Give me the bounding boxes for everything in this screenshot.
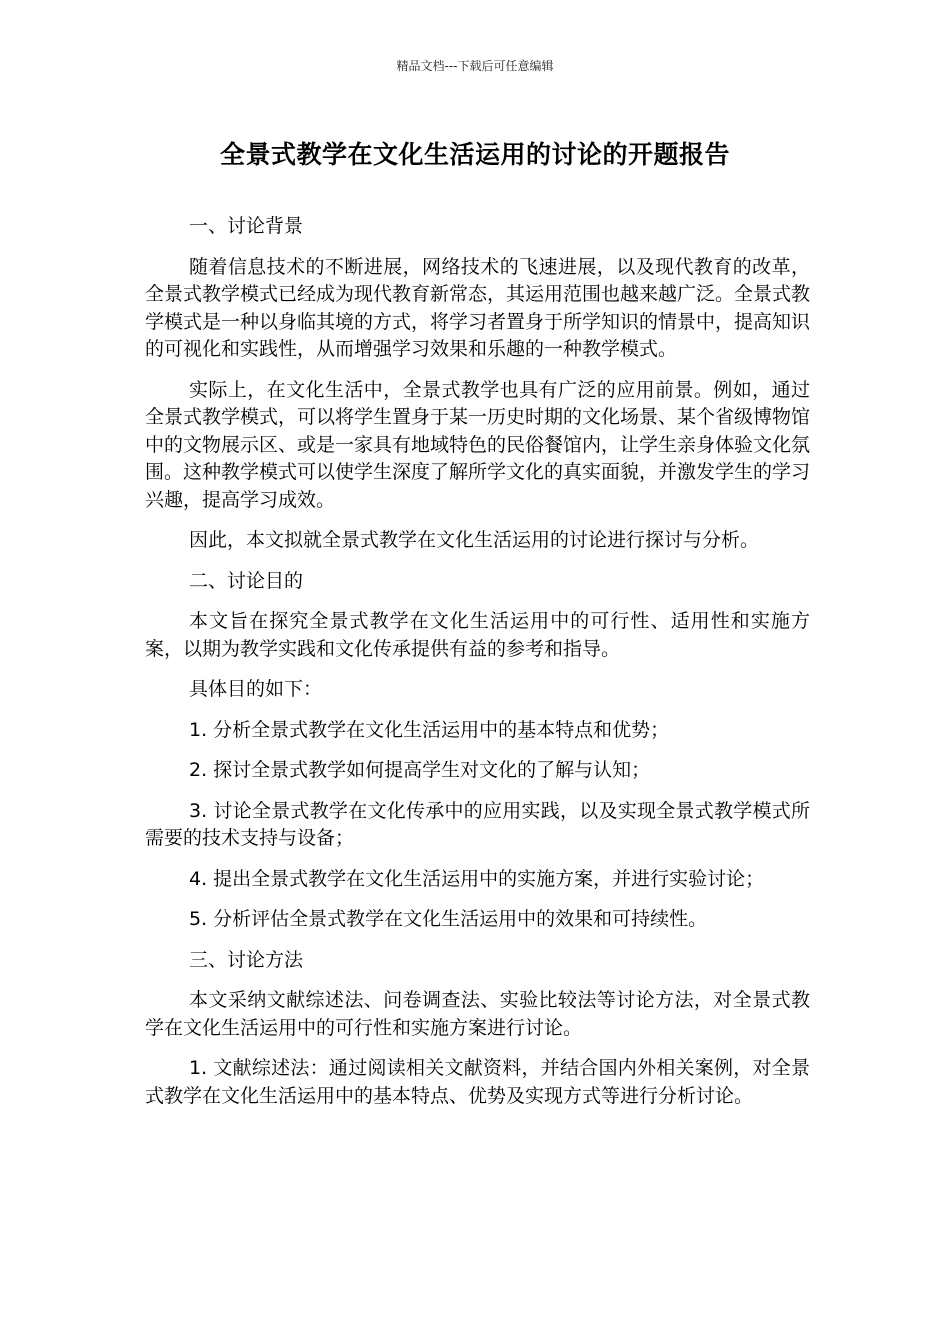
paragraph: 因此，本文拟就全景式教学在文化生活运用的讨论进行探讨与分析。 — [189, 529, 760, 551]
header-note: 精品文档---下载后可任意编辑 — [396, 59, 554, 73]
paragraph: 随着信息技术的不断进展，网络技术的飞速进展，以及现代教育的改革，全景式教学模式已经成为现代教育新常态，其运用范围也越来越广泛。全景式教学模式是一种以身临其境的方式，将学习者置身于所学知识的情景中，提高知识的可视化和实践性，从而增强学习效果和乐趣的一种教学模式。 — [145, 255, 811, 360]
paragraph: 具体目的如下： — [189, 678, 323, 700]
section-heading-method: 三、讨论方法 — [189, 948, 304, 971]
list-item: 1. 分析全景式教学在文化生活运用中的基本特点和优势； — [189, 718, 670, 741]
list-item: 3. 讨论全景式教学在文化传承中的应用实践，以及实现全景式教学模式所需要的技术支持与设备； — [145, 799, 810, 849]
document-title: 全景式教学在文化生活运用的讨论的开题报告 — [219, 140, 730, 169]
list-item: 2. 探讨全景式教学如何提高学生对文化的了解与认知； — [189, 759, 651, 781]
list-item: 4. 提出全景式教学在文化生活运用中的实施方案，并进行实验讨论； — [189, 867, 765, 890]
paragraph: 实际上，在文化生活中，全景式教学也具有广泛的应用前景。例如，通过全景式教学模式，可以将学生置身于某一历史时期的文化场景、某个省级博物馆中的文物展示区、或是一家具有地域特色的民俗餐馆内，让学生亲身体验文化氛围。这种教学模式可以使学生深度了解所学文化的真实面貌，并激发学生的学习兴趣，提高学习成效。 — [145, 378, 811, 511]
paragraph: 本文旨在探究全景式教学在文化生活运用中的可行性、适用性和实施方案，以期为教学实践和文化传承提供有益的参考和指导。 — [145, 610, 810, 660]
list-item: 5. 分析评估全景式教学在文化生活运用中的效果和可持续性。 — [189, 908, 708, 930]
list-item: 1. 文献综述法：通过阅读相关文献资料，并结合国内外相关案例，对全景式教学在文化生活运用中的基本特点、优势及实现方式等进行分析讨论。 — [145, 1057, 810, 1107]
section-heading-purpose: 二、讨论目的 — [189, 569, 304, 592]
document-body — [145, 213, 810, 1123]
paragraph: 本文采纳文献综述法、问卷调查法、实验比较法等讨论方法，对全景式教学在文化生活运用中的可行性和实施方案进行讨论。 — [145, 989, 810, 1039]
section-heading-background: 一、讨论背景 — [189, 215, 304, 237]
